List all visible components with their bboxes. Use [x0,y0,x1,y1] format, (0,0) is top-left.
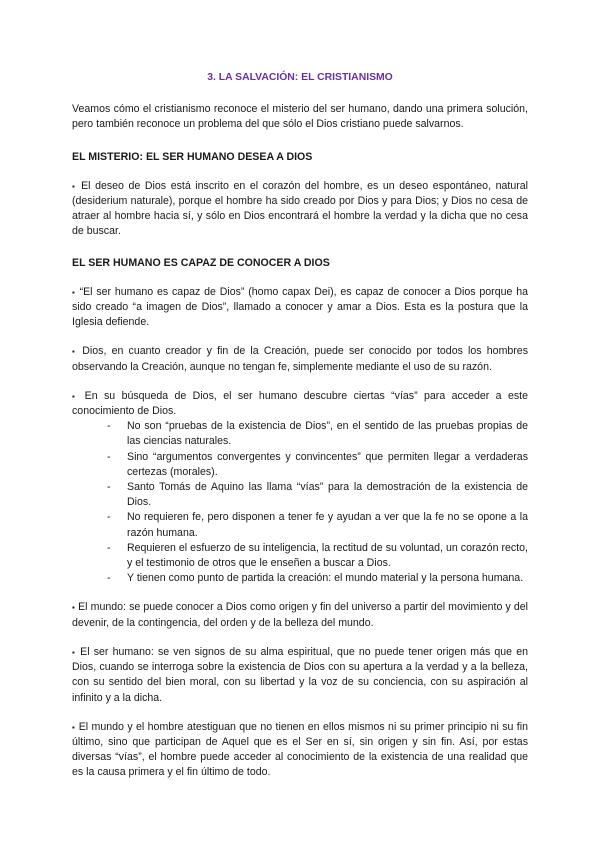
bullet-icon: ▪ [72,181,77,191]
bullet-icon: ▪ [72,603,75,613]
paragraph-text: En su búsqueda de Dios, el ser humano descubre ciertas “vías” para acceder a este conocimiento de Dios. [72,389,528,418]
list-item: - Sino “argumentos convergentes y convincentes” que permiten llegar a verdaderas certezas (morales). [107,450,528,480]
bullet-icon: ▪ [72,287,76,297]
bullet-icon: ▪ [72,647,77,657]
bullet-icon: ▪ [72,347,78,357]
section-heading-capaz: EL SER HUMANO ES CAPAZ DE CONOCER A DIOS [72,256,330,269]
paragraph-capax-dei [72,285,528,331]
paragraph-vias-intro [72,389,528,419]
paragraph-text: El mundo: se puede conocer a Dios como origen y fin del universo a partir del movimiento y del devenir, de la contingencia, del orden y de la belleza del mundo. [72,601,528,629]
paragraph-text: El deseo de Dios está inscrito en el corazón del hombre, es un deseo espontáneo, natural (desiderium naturale), porque el hombre ha sido creado por Dios y para Dios; y Dios no cesa de atraer al hombre hacia sí, y sólo en Dios encontrará el hombre la verdad y la dicha que no cesa de buscar. [72,179,528,238]
bullet-icon: ▪ [72,722,76,732]
bullet-icon: ▪ [72,391,79,401]
page-title: 3. LA SALVACIÓN: EL CRISTIANISMO [207,72,393,83]
list-item: - Y tienen como punto de partida la creación: el mundo material y la persona humana. [107,571,528,586]
intro-paragraph: Veamos cómo el cristianismo reconoce el misterio del ser humano, dando una primera solución, pero también reconoce un problema del que sólo el Dios cristiano puede salvarnos. [72,103,528,131]
paragraph-conclusion [72,720,528,781]
section-heading-misterio: EL MISTERIO: EL SER HUMANO DESEA A DIOS [72,150,313,163]
list-item: - Santo Tomás de Aquino las llama “vías” para la demostración de la existencia de Dios. [107,480,528,510]
list-item: - No requieren fe, pero disponen a tener fe y ayudan a ver que la fe no se opone a la razón humana. [107,510,528,540]
paragraph-deseo-de-dios [72,179,528,240]
paragraph-el-mundo [72,600,528,630]
paragraph-el-ser-humano [72,645,528,706]
list-item: - Requieren el esfuerzo de su inteligencia, la rectitud de su voluntad, un corazón recto, y el testimonio de otros que le enseñen a buscar a Dios. [107,541,528,571]
list-item: - No son “pruebas de la existencia de Dios”, en el sentido de las pruebas propias de las ciencias naturales. [107,419,528,449]
paragraph-text: El ser humano: se ven signos de su alma espiritual, que no puede tener origen más que en Dios, cuando se interroga sobre la existencia de Dios con su apertura a la verdad y a la belleza, con su sentido del bien moral, con su libertad y la voz de su conciencia, con su aspiración al infinito y a la dicha. [72,645,528,704]
vias-list [72,419,528,586]
paragraph-text: “El ser humano es capaz de Dios” (homo capax Dei), es capaz de conocer a Dios porque ha sido creado “a imagen de Dios”, llamado a conocer y amar a Dios. Esta es la postura que la Iglesia defiende. [72,285,528,329]
paragraph-text: El mundo y el hombre atestiguan que no tienen en ellos mismos ni su primer principio ni su fin último, sino que participan de Aquel que es el Ser en sí, sin origen y sin fin. Así, por estas diversas “vías”, el hombre puede acceder al conocimiento de la existencia de una realidad que es la causa primera y el fin último de todo. [72,720,528,779]
paragraph-text: Dios, en cuanto creador y fin de la Creación, puede ser conocido por todos los hombres observando la Creación, aunque no tengan fe, simplemente mediante el uso de su razón. [72,345,528,373]
paragraph-creador [72,344,528,374]
